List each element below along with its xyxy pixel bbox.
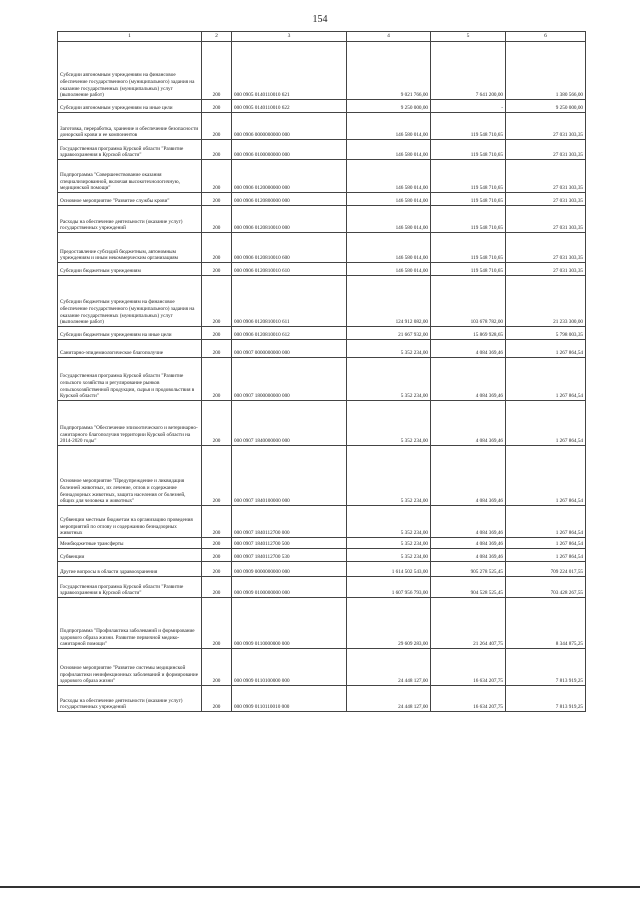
row-value-6: 1 267 864,54 xyxy=(506,340,586,358)
row-code: 200 xyxy=(202,42,232,100)
row-value-5: 119 548 710,65 xyxy=(431,113,506,140)
row-value-6: 8 344 875,25 xyxy=(506,598,586,649)
table-row xyxy=(58,358,586,401)
row-value-5: 904 528 525,45 xyxy=(431,577,506,598)
row-code: 200 xyxy=(202,538,232,549)
bottom-divider xyxy=(0,886,640,888)
row-value-6: 1 267 864,54 xyxy=(506,549,586,562)
row-code: 200 xyxy=(202,549,232,562)
row-value-6: 1 267 864,54 xyxy=(506,401,586,446)
row-value-6: 1 267 864,54 xyxy=(506,506,586,538)
table-row xyxy=(58,160,586,193)
row-value-6: 21 233 300,00 xyxy=(506,276,586,327)
row-value-6: 27 031 303,35 xyxy=(506,263,586,276)
row-kbk: 000 0909 0110100000 000 xyxy=(232,649,347,686)
row-code: 200 xyxy=(202,562,232,577)
table-row xyxy=(58,506,586,538)
table-row xyxy=(58,538,586,549)
row-kbk: 000 0907 1840100000 000 xyxy=(232,446,347,506)
row-value-5: 4 084 369,46 xyxy=(431,340,506,358)
row-kbk: 000 0909 0110000000 000 xyxy=(232,598,347,649)
row-name: Основное мероприятие "Развитие системы медицинской профилактики неинфекционных заболеваний и формирование здорового образа жизни" xyxy=(58,649,202,686)
row-code: 200 xyxy=(202,276,232,327)
row-code: 200 xyxy=(202,577,232,598)
table-row xyxy=(58,562,586,577)
table-row xyxy=(58,263,586,276)
row-value-6: 1 267 864,54 xyxy=(506,358,586,401)
row-value-5: 4 084 369,46 xyxy=(431,549,506,562)
row-value-5: 119 548 710,65 xyxy=(431,263,506,276)
row-code: 200 xyxy=(202,233,232,263)
row-kbk: 000 0907 1800000000 000 xyxy=(232,358,347,401)
row-code: 200 xyxy=(202,446,232,506)
row-code: 200 xyxy=(202,327,232,340)
row-name: Субсидии автономным учреждениям на иные цели xyxy=(58,100,202,113)
row-value-4: 146 580 014,00 xyxy=(347,263,431,276)
row-name: Государственная программа Курской области "Развитие здравоохранения в Курской области" xyxy=(58,577,202,598)
header-col-6: 6 xyxy=(506,32,586,42)
row-code: 200 xyxy=(202,140,232,160)
row-value-6: 1 267 864,54 xyxy=(506,446,586,506)
row-value-5: 4 084 369,46 xyxy=(431,446,506,506)
row-value-6: 27 031 303,35 xyxy=(506,233,586,263)
row-value-4: 146 580 014,00 xyxy=(347,206,431,233)
row-value-5: 119 548 710,65 xyxy=(431,193,506,206)
row-kbk: 000 0906 0120810010 000 xyxy=(232,206,347,233)
row-kbk: 000 0906 0000000000 000 xyxy=(232,113,347,140)
table-row xyxy=(58,446,586,506)
table-row xyxy=(58,598,586,649)
row-name: Субвенции местным бюджетам на организацию проведения мероприятий по отлову и содержанию безнадзорных животных xyxy=(58,506,202,538)
table-header-row xyxy=(58,32,586,42)
table-row xyxy=(58,327,586,340)
row-name: Субсидии автономным учреждениям на финансовое обеспечение государственного (муниципального) задания на оказание государственных (муниципальных) услуг (выполнение работ) xyxy=(58,42,202,100)
row-value-4: 146 580 014,00 xyxy=(347,113,431,140)
table-row xyxy=(58,401,586,446)
row-kbk: 000 0905 0140110010 621 xyxy=(232,42,347,100)
row-code: 200 xyxy=(202,506,232,538)
row-kbk: 000 0906 0120810010 600 xyxy=(232,233,347,263)
row-kbk: 000 0909 0000000000 000 xyxy=(232,562,347,577)
row-value-5: 119 548 710,65 xyxy=(431,233,506,263)
row-name: Государственная программа Курской области "Развитие здравоохранения в Курской области" xyxy=(58,140,202,160)
row-value-6: 27 031 303,35 xyxy=(506,160,586,193)
row-code: 200 xyxy=(202,598,232,649)
row-kbk: 000 0907 1840000000 000 xyxy=(232,401,347,446)
row-code: 200 xyxy=(202,100,232,113)
row-kbk: 000 0905 0140110010 622 xyxy=(232,100,347,113)
table-row xyxy=(58,193,586,206)
row-kbk: 000 0907 1840112700 530 xyxy=(232,549,347,562)
header-col-3: 3 xyxy=(232,32,347,42)
row-value-6: 27 031 303,35 xyxy=(506,113,586,140)
row-name: Расходы на обеспечение деятельности (оказание услуг) государственных учреждений xyxy=(58,206,202,233)
row-code: 200 xyxy=(202,340,232,358)
row-value-6: 703 428 267,55 xyxy=(506,577,586,598)
row-name: Государственная программа Курской области "Развитие сельского хозяйства и регулирование рынков сельскохозяйственной продукции, сырья и продовольствия в Курской области" xyxy=(58,358,202,401)
row-value-6: 27 031 303,35 xyxy=(506,206,586,233)
row-value-4: 9 021 766,00 xyxy=(347,42,431,100)
row-name: Подпрограмма "Профилактика заболеваний и формирование здорового образа жизни. Развитие первичной медико-санитарной помощи" xyxy=(58,598,202,649)
row-name: Другие вопросы в области здравоохранения xyxy=(58,562,202,577)
header-col-4: 4 xyxy=(347,32,431,42)
row-name: Межбюджетные трансферты xyxy=(58,538,202,549)
page-number: 154 xyxy=(312,14,328,25)
row-value-4: 5 352 234,00 xyxy=(347,506,431,538)
row-value-4: 9 250 000,00 xyxy=(347,100,431,113)
row-value-6: 27 031 303,35 xyxy=(506,140,586,160)
table-row xyxy=(58,233,586,263)
row-value-4: 5 352 234,00 xyxy=(347,401,431,446)
header-col-1: 1 xyxy=(58,32,202,42)
table-row xyxy=(58,100,586,113)
row-kbk: 000 0906 0120810010 610 xyxy=(232,263,347,276)
header-col-5: 5 xyxy=(431,32,506,42)
table-row xyxy=(58,42,586,100)
table-row xyxy=(58,686,586,712)
row-name: Подпрограмма "Обеспечение эпизоотического и ветеринарно-санитарного благополучия территории Курской области на 2014-2020 годы" xyxy=(58,401,202,446)
row-value-5: 16 634 207,75 xyxy=(431,649,506,686)
row-value-4: 1 614 502 543,00 xyxy=(347,562,431,577)
row-name: Основное мероприятие "Развитие службы крови" xyxy=(58,193,202,206)
table-row xyxy=(58,276,586,327)
row-kbk: 000 0906 0120810010 611 xyxy=(232,276,347,327)
row-value-6: 709 224 017,55 xyxy=(506,562,586,577)
row-value-5: 16 634 207,75 xyxy=(431,686,506,712)
row-value-6: 9 250 000,00 xyxy=(506,100,586,113)
row-value-5: - xyxy=(431,100,506,113)
row-value-6: 27 031 303,35 xyxy=(506,193,586,206)
row-value-6: 1 267 864,54 xyxy=(506,538,586,549)
row-name: Расходы на обеспечение деятельности (оказание услуг) государственных учреждений xyxy=(58,686,202,712)
budget-table xyxy=(57,31,586,712)
table-row xyxy=(58,549,586,562)
row-value-4: 5 352 234,00 xyxy=(347,538,431,549)
row-kbk: 000 0907 1840112700 000 xyxy=(232,506,347,538)
row-code: 200 xyxy=(202,263,232,276)
row-name: Предоставление субсидий бюджетным, автономным учреждениям и иным некоммерческим организациям xyxy=(58,233,202,263)
row-value-4: 146 580 014,00 xyxy=(347,160,431,193)
row-value-5: 905 278 525,45 xyxy=(431,562,506,577)
row-kbk: 000 0906 0120000000 000 xyxy=(232,160,347,193)
row-value-4: 124 912 082,00 xyxy=(347,276,431,327)
row-value-6: 7 813 919,25 xyxy=(506,686,586,712)
row-name: Заготовка, переработка, хранение и обеспечение безопасности донорской крови и ее компонентов xyxy=(58,113,202,140)
row-value-5: 119 548 710,65 xyxy=(431,140,506,160)
row-name: Субсидии бюджетным учреждениям на финансовое обеспечение государственного (муниципального) задания на оказание государственных (муниципальных) услуг (выполнение работ) xyxy=(58,276,202,327)
row-value-4: 29 609 283,00 xyxy=(347,598,431,649)
row-value-4: 146 580 014,00 xyxy=(347,140,431,160)
row-value-4: 5 352 234,00 xyxy=(347,549,431,562)
row-value-5: 119 548 710,65 xyxy=(431,206,506,233)
row-value-5: 7 641 200,00 xyxy=(431,42,506,100)
row-name: Санитарно-эпидемиологическое благополучие xyxy=(58,340,202,358)
row-kbk: 000 0907 0000000000 000 xyxy=(232,340,347,358)
row-kbk: 000 0907 1840112700 500 xyxy=(232,538,347,549)
row-code: 200 xyxy=(202,193,232,206)
row-code: 200 xyxy=(202,401,232,446)
row-value-4: 146 580 014,00 xyxy=(347,233,431,263)
row-value-5: 4 084 369,46 xyxy=(431,358,506,401)
row-value-4: 146 580 014,00 xyxy=(347,193,431,206)
row-value-6: 5 798 003,35 xyxy=(506,327,586,340)
row-name: Основное мероприятие "Предупреждение и ликвидация болезней животных, их лечение, отлов и содержание безнадзорных животных, защита населения от болезней, общих для человека и животных" xyxy=(58,446,202,506)
row-kbk: 000 0909 0100000000 000 xyxy=(232,577,347,598)
table-row xyxy=(58,649,586,686)
table-row xyxy=(58,577,586,598)
table-row xyxy=(58,113,586,140)
table-row xyxy=(58,206,586,233)
row-value-4: 21 667 932,00 xyxy=(347,327,431,340)
row-name: Подпрограмма "Совершенствование оказания специализированной, включая высокотехнологичную, медицинской помощи" xyxy=(58,160,202,193)
row-kbk: 000 0906 0120800000 000 xyxy=(232,193,347,206)
row-value-4: 5 352 234,00 xyxy=(347,358,431,401)
row-kbk: 000 0909 0110110010 000 xyxy=(232,686,347,712)
row-name: Субсидии бюджетным учреждениям xyxy=(58,263,202,276)
row-name: Субвенции xyxy=(58,549,202,562)
table-row xyxy=(58,140,586,160)
row-kbk: 000 0906 0120810010 612 xyxy=(232,327,347,340)
row-name: Субсидии бюджетным учреждениям на иные цели xyxy=(58,327,202,340)
row-value-5: 4 084 369,46 xyxy=(431,506,506,538)
row-value-4: 24 448 127,00 xyxy=(347,649,431,686)
row-value-6: 1 380 566,00 xyxy=(506,42,586,100)
row-code: 200 xyxy=(202,686,232,712)
row-value-5: 119 548 710,65 xyxy=(431,160,506,193)
row-kbk: 000 0906 0100000000 000 xyxy=(232,140,347,160)
row-value-5: 21 264 407,75 xyxy=(431,598,506,649)
row-value-5: 103 678 782,00 xyxy=(431,276,506,327)
row-code: 200 xyxy=(202,358,232,401)
row-value-4: 24 448 127,00 xyxy=(347,686,431,712)
row-code: 200 xyxy=(202,206,232,233)
row-value-5: 4 084 369,46 xyxy=(431,401,506,446)
row-value-5: 4 084 369,46 xyxy=(431,538,506,549)
row-value-5: 15 869 928,65 xyxy=(431,327,506,340)
row-value-6: 7 813 919,25 xyxy=(506,649,586,686)
row-code: 200 xyxy=(202,113,232,140)
table-row xyxy=(58,340,586,358)
row-value-4: 1 607 956 793,00 xyxy=(347,577,431,598)
row-value-4: 5 352 234,00 xyxy=(347,446,431,506)
row-code: 200 xyxy=(202,160,232,193)
row-code: 200 xyxy=(202,649,232,686)
row-value-4: 5 352 234,00 xyxy=(347,340,431,358)
header-col-2: 2 xyxy=(202,32,232,42)
